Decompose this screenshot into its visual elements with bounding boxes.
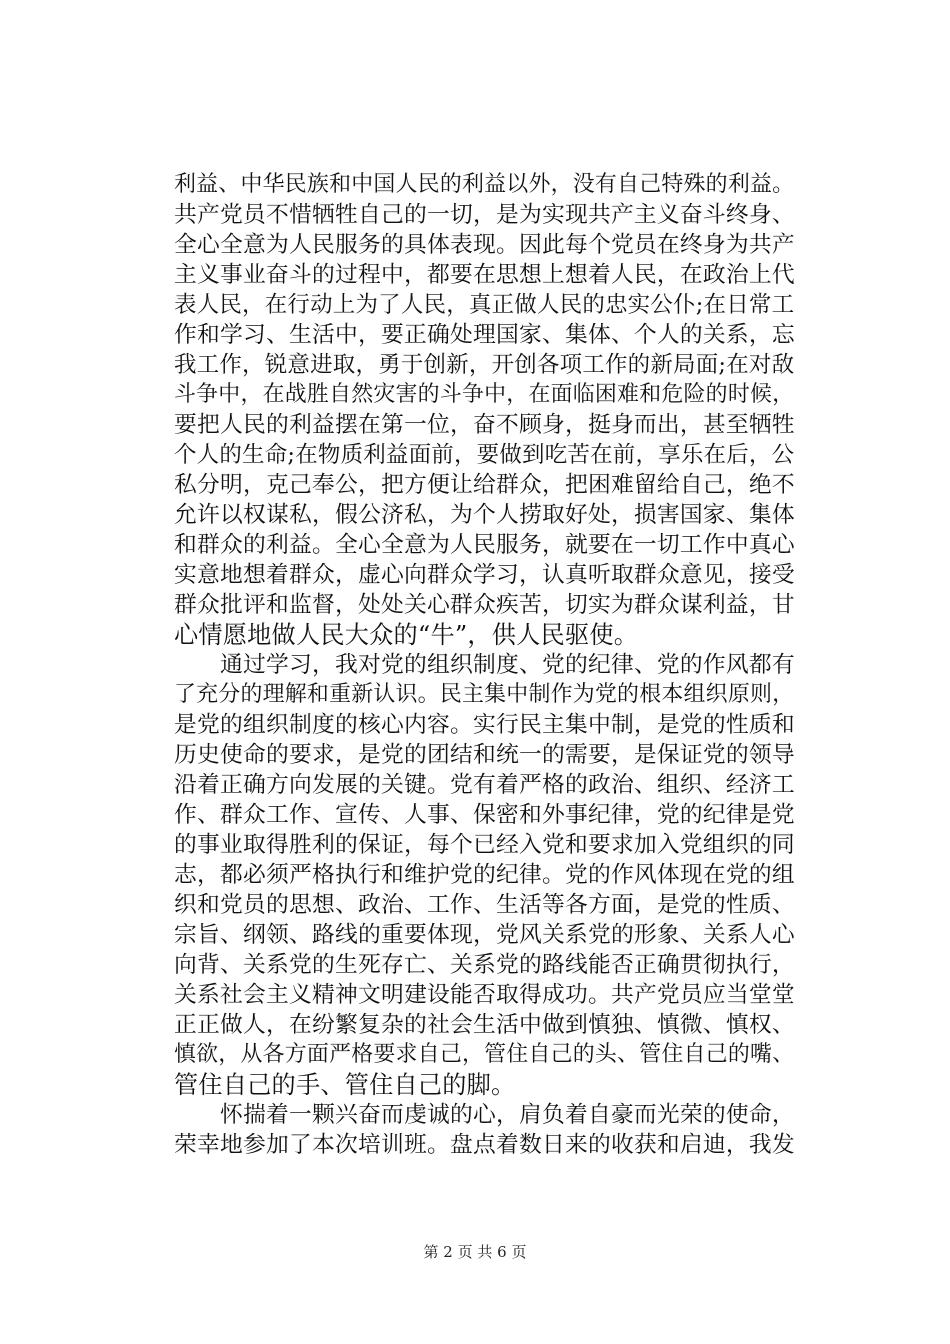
text-line: 通过学习，我对党的组织制度、党的纪律、党的作风都有	[174, 652, 795, 678]
text-line: 作和学习、生活中，要正确处理国家、集体、个人的关系，忘	[174, 322, 795, 348]
text-line: 志，都必须严格执行和维护党的纪律。党的作风体现在党的组	[174, 862, 795, 888]
document-body	[174, 170, 794, 1160]
page-footer: 第 2 页 共 6 页	[423, 1243, 527, 1261]
text-line: 全心全意为人民服务的具体表现。因此每个党员在终身为共产	[174, 232, 795, 258]
text-line: 群众批评和监督，处处关心群众疾苦，切实为群众谋利益，甘	[174, 592, 795, 618]
text-line: 慎欲，从各方面严格要求自己，管住自己的头、管住自己的嘴、	[174, 1042, 795, 1067]
text-line: 斗争中，在战胜自然灾害的斗争中，在面临困难和危险的时候，	[174, 382, 795, 407]
text-line: 怀揣着一颗兴奋而虔诚的心，肩负着自豪而光荣的使命，	[174, 1102, 795, 1128]
text-line: 宗旨、纲领、路线的重要体现，党风关系党的形象、关系人心	[174, 922, 795, 948]
text-line: 沿着正确方向发展的关键。党有着严格的政治、组织、经济工	[174, 772, 795, 798]
text-line: 个人的生命;在物质利益面前，要做到吃苦在前，享乐在后，公	[174, 442, 795, 468]
text-line: 允许以权谋私，假公济私，为个人捞取好处，损害国家、集体	[174, 502, 795, 528]
text-line: 心情愿地做人民大众的“牛”，供人民驱使。	[174, 621, 639, 649]
text-line: 利益、中华民族和中国人民的利益以外，没有自己特殊的利益。	[174, 172, 795, 197]
text-line: 要把人民的利益摆在第一位，奋不顾身，挺身而出，甚至牺牲	[174, 412, 795, 438]
text-line: 是党的组织制度的核心内容。实行民主集中制，是党的性质和	[174, 712, 795, 738]
text-line: 织和党员的思想、政治、工作、生活等各方面，是党的性质、	[174, 892, 795, 918]
text-line: 了充分的理解和重新认识。民主集中制作为党的根本组织原则，	[174, 682, 795, 707]
text-line: 管住自己的手、管住自己的脚。	[174, 1071, 516, 1099]
text-line: 主义事业奋斗的过程中，都要在思想上想着人民，在政治上代	[174, 262, 795, 288]
text-line: 表人民，在行动上为了人民，真正做人民的忠实公仆;在日常工	[174, 292, 795, 318]
text-line: 作、群众工作、宣传、人事、保密和外事纪律，党的纪律是党	[174, 802, 795, 828]
text-line: 和群众的利益。全心全意为人民服务，就要在一切工作中真心	[174, 532, 795, 558]
text-line: 共产党员不惜牺牲自己的一切，是为实现共产主义奋斗终身、	[174, 202, 795, 228]
text-line: 的事业取得胜利的保证，每个已经入党和要求加入党组织的同	[174, 832, 795, 858]
text-line: 向背、关系党的生死存亡、关系党的路线能否正确贯彻执行，	[174, 952, 795, 978]
text-line: 正正做人，在纷繁复杂的社会生活中做到慎独、慎微、慎权、	[174, 1012, 795, 1038]
text-line: 历史使命的要求，是党的团结和统一的需要，是保证党的领导	[174, 742, 795, 768]
text-line: 荣幸地参加了本次培训班。盘点着数日来的收获和启迪，我发	[174, 1132, 795, 1158]
text-line: 私分明，克己奉公，把方便让给群众，把困难留给自己，绝不	[174, 472, 795, 498]
text-line: 我工作，锐意进取，勇于创新，开创各项工作的新局面;在对敌	[174, 352, 795, 378]
text-line: 实意地想着群众，虚心向群众学习，认真听取群众意见，接受	[174, 562, 795, 588]
text-line: 关系社会主义精神文明建设能否取得成功。共产党员应当堂堂	[174, 982, 795, 1008]
